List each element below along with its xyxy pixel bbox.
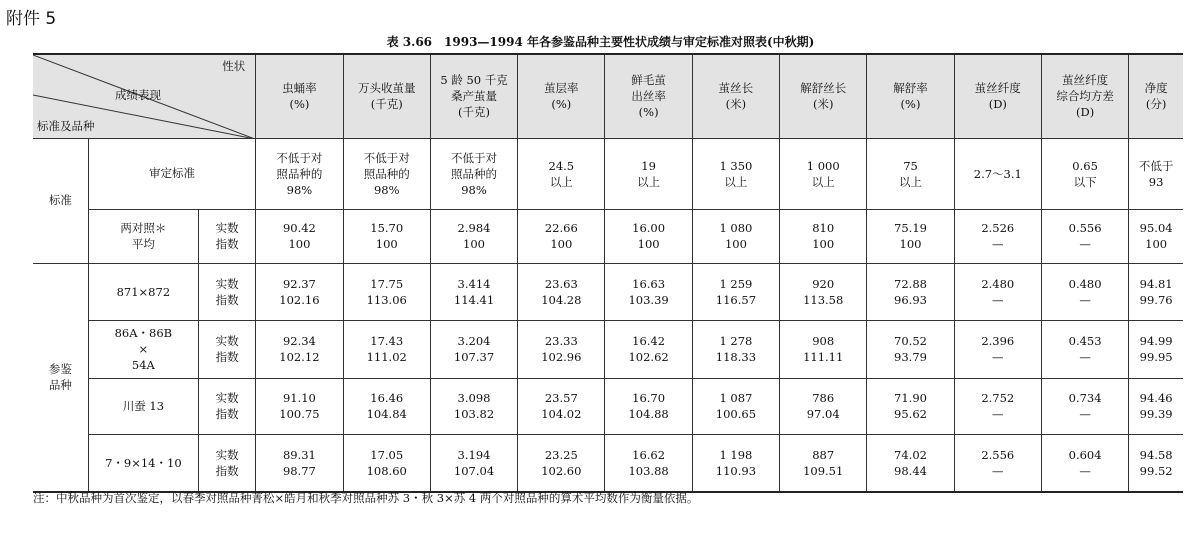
column-header-line: 出丝率 [631,89,666,104]
data-cell [430,434,517,492]
actual-value: 908 [812,334,835,348]
index-value: 100 [375,237,398,251]
column-header-line: (千克) [370,97,403,112]
actual-label: 实数 [215,221,239,235]
table-row [33,209,1183,263]
actual-value: 16.62 [632,447,666,462]
standard-line: 以上 [549,174,573,189]
index-value: 96.93 [894,292,927,307]
standard-line: 以上 [637,174,661,189]
data-cell [692,263,779,320]
footnote: 注：中秋品种为首次鉴定，以春季对照品种菁松×皓月和秋季对照品种苏 3・秋 3×苏 4 两个对照品种的算术平均数作为衡量依据。 [33,491,699,505]
index-value: 100 [899,237,922,251]
standard-line: 93 [1148,174,1164,189]
data-cell [605,434,692,492]
data-cell [430,263,517,320]
data-cell [1041,434,1128,492]
standard-cell [343,138,430,209]
index-value: 109.51 [803,463,844,478]
value-type-label [199,320,256,378]
column-header-line: (D) [988,97,1007,112]
data-cell [1129,263,1183,320]
actual-value: 786 [812,391,835,405]
value-type-label [199,434,256,492]
column-header [780,54,867,138]
table-row [33,434,1183,492]
standard-cell [1041,138,1128,209]
column-header-line: 净度 [1144,81,1168,96]
data-cell [256,434,343,492]
data-cell [605,263,692,320]
index-value: — [1079,463,1091,478]
actual-value: 89.31 [282,447,316,462]
index-value: 118.33 [715,350,757,364]
actual-value: 90.42 [282,221,316,235]
column-header-line: 茧丝长 [718,81,754,96]
index-value: 102.62 [628,350,669,364]
data-cell [954,263,1041,320]
standard-line: 以上 [724,174,748,189]
data-cell [867,434,954,492]
data-cell [518,263,605,320]
data-cell [954,378,1041,434]
standard-cell [692,138,779,209]
group-varieties [33,263,88,492]
actual-value: 1 278 [719,334,753,348]
index-value: 113.06 [366,292,407,307]
actual-value: 94.99 [1139,334,1173,348]
standard-line: 不低于对 [451,150,498,165]
actual-value: 70.52 [894,334,927,348]
column-header [1041,54,1128,138]
index-value: 108.60 [366,463,407,478]
index-value: 95.62 [894,407,927,421]
variety-name [88,378,198,434]
data-cell [780,320,867,378]
actual-value: 3.414 [457,276,491,291]
data-cell [780,263,867,320]
data-cell [605,209,692,263]
index-value: 116.57 [715,292,757,307]
index-value: 102.96 [541,350,582,364]
actual-label: 实数 [215,334,239,348]
corner-performance: 成绩表现 [115,88,161,102]
data-cell [256,378,343,434]
column-header-line: 茧层率 [544,81,579,96]
data-cell [343,263,430,320]
standard-cell [867,138,954,209]
data-cell [1129,320,1183,378]
data-cell [692,378,779,434]
variety-name [88,263,198,320]
column-header-line: (米) [725,97,747,112]
data-cell [343,434,430,492]
index-value: 100 [812,237,835,251]
data-cell [780,209,867,263]
standard-line: 2.7～3.1 [973,166,1022,181]
standard-line: 98% [461,182,487,197]
actual-value: 3.098 [457,391,491,405]
data-cell [1129,209,1183,263]
actual-value: 94.81 [1139,276,1173,291]
index-value: 100 [637,237,660,251]
data-cell [780,378,867,434]
actual-value: 92.34 [282,334,316,348]
standard-line: 不低于对 [363,150,410,165]
standard-row [33,138,1183,209]
standard-line: 1 000 [806,158,840,173]
actual-value: 2.556 [981,447,1015,462]
data-cell [692,320,779,378]
variety-name-line: 7・9×14・10 [105,455,182,470]
index-value: 99.52 [1139,463,1173,478]
corner-header [33,54,256,138]
data-cell [1041,263,1128,320]
column-header-line: (%) [289,97,310,112]
index-value: 100 [463,237,485,251]
data-cell [692,209,779,263]
data-cell [1129,378,1183,434]
standard-line: 75 [903,158,918,173]
standard-line: 以上 [899,174,922,189]
index-value: 103.82 [453,407,495,421]
column-header-line: 综合均方差 [1056,89,1114,104]
index-value: 111.02 [366,350,407,364]
column-header-line: (米) [812,97,834,112]
actual-value: 92.37 [282,276,316,291]
data-cell [867,378,954,434]
actual-value: 810 [812,221,835,235]
data-cell [605,378,692,434]
data-cell [343,320,430,378]
index-value: 102.16 [279,292,320,307]
actual-value: 23.33 [544,334,578,348]
data-cell [954,209,1041,263]
index-label: 指数 [215,463,239,478]
column-header [605,54,692,138]
corner-standard-variety: 标准及品种 [37,119,95,133]
actual-value: 920 [812,276,835,291]
actual-value: 0.604 [1068,447,1102,462]
index-value: 100.75 [279,407,320,421]
column-header-line: 解舒率 [893,81,928,96]
standard-cell [256,138,343,209]
index-value: 114.41 [453,292,495,307]
actual-value: 1 087 [719,391,753,405]
index-value: — [1079,350,1091,364]
variety-name-line: × [138,342,149,356]
column-header [1129,54,1183,138]
index-value: — [992,407,1004,421]
column-header [692,54,779,138]
index-value: 113.58 [803,292,844,307]
column-header-line: (%) [551,97,572,112]
standard-line: 照品种的 [276,166,323,181]
index-value: 107.04 [453,463,495,478]
standard-label: 审定标准 [88,138,256,209]
table-row [33,320,1183,378]
data-cell [256,209,343,263]
actual-value: 0.453 [1068,334,1102,348]
index-value: — [992,463,1004,478]
column-header [518,54,605,138]
actual-value: 17.75 [370,276,404,291]
actual-value: 91.10 [282,391,316,405]
index-value: 98.44 [894,463,927,478]
index-value: 98.77 [282,463,316,478]
actual-value: 2.984 [457,221,491,235]
index-value: 110.93 [715,463,757,478]
index-value: — [1079,237,1091,251]
actual-value: 1 259 [719,276,753,291]
actual-label: 实数 [215,276,239,291]
actual-value: 23.25 [544,447,578,462]
column-header [343,54,430,138]
variety-name-line: 86A・86B [114,326,173,340]
index-value: — [1079,407,1091,421]
variety-name-line: 平均 [131,237,155,251]
data-cell [518,378,605,434]
index-value: 99.76 [1139,292,1173,307]
standard-line: 98% [373,182,400,197]
data-cell [954,320,1041,378]
actual-value: 16.70 [632,391,666,405]
corner-trait: 性状 [222,59,246,73]
actual-value: 72.88 [894,276,927,291]
index-value: — [992,292,1004,307]
index-value: — [1079,292,1091,307]
table-row [33,263,1183,320]
data-cell [256,263,343,320]
actual-value: 74.02 [894,447,927,462]
variety-name-line: 川蚕 13 [122,399,165,413]
data-cell [692,434,779,492]
actual-value: 71.90 [894,391,927,405]
actual-value: 75.19 [894,221,927,235]
column-header-line: 解舒丝长 [800,81,847,96]
variety-name-line: 两对照＊ [120,221,167,235]
index-value: 102.12 [279,350,320,364]
column-header-line: 茧丝纤度 [974,81,1021,96]
variety-name [88,320,198,378]
standard-cell [954,138,1041,209]
actual-value: 3.204 [457,334,491,348]
column-header-line: 虫蛹率 [282,81,317,96]
index-value: 97.04 [806,407,840,421]
actual-value: 17.43 [370,334,404,348]
data-cell [430,209,517,263]
actual-value: 23.57 [544,391,578,405]
standard-cell [780,138,867,209]
standard-line: 1 350 [719,158,753,173]
value-type-label [199,378,256,434]
actual-value: 0.480 [1068,276,1102,291]
column-header-line: (D) [1076,105,1095,120]
column-header-line: 桑产茧量 [451,89,498,104]
data-cell [518,434,605,492]
actual-value: 1 080 [719,221,753,235]
index-value: 104.28 [541,292,582,307]
index-value: 103.88 [628,463,669,478]
actual-value: 23.63 [544,276,578,291]
index-value: 100 [724,237,747,251]
value-type-label [199,209,256,263]
actual-value: 0.734 [1068,391,1102,405]
data-cell [430,320,517,378]
data-cell [780,434,867,492]
index-value: 100 [550,237,573,251]
standard-line: 不低于对 [276,150,323,165]
group-varieties-line: 参鉴 [48,362,72,377]
actual-value: 2.480 [981,276,1015,291]
column-header-line: (%) [638,105,659,120]
column-header-line: (分) [1145,97,1167,112]
data-cell [867,209,954,263]
data-cell [605,320,692,378]
data-cell [1041,209,1128,263]
actual-value: 0.556 [1068,221,1102,235]
actual-value: 95.04 [1139,221,1173,235]
standard-line: 98% [286,182,313,197]
data-cell [1129,434,1183,492]
index-value: 100.65 [715,407,757,421]
standard-line: 以下 [1073,174,1097,189]
column-header-line: 5 龄 50 千克 [440,73,508,88]
column-header [256,54,343,138]
column-header-line: 茧丝纤度 [1062,73,1109,88]
variety-name-line: 54A [131,358,155,372]
index-value: 100 [1145,237,1168,251]
column-header-line: (千克) [458,105,491,120]
data-cell [430,378,517,434]
data-cell [867,320,954,378]
actual-value: 3.194 [457,447,491,462]
data-cell [954,434,1041,492]
column-header-line: 鲜毛茧 [631,73,666,88]
standard-line: 24.5 [548,158,575,173]
actual-label: 实数 [215,391,239,405]
actual-value: 16.00 [632,221,666,235]
data-cell [518,320,605,378]
actual-value: 17.05 [370,447,404,462]
index-value: 100 [288,237,311,251]
standard-line: 照品种的 [451,166,498,181]
index-value: 99.95 [1139,350,1173,364]
index-label: 指数 [215,237,239,251]
index-value: 104.88 [628,407,669,421]
comparison-table [33,53,1183,493]
actual-value: 16.42 [632,334,666,348]
index-label: 指数 [215,292,239,307]
standard-line: 不低于 [1138,158,1174,173]
data-cell [343,378,430,434]
standard-cell [605,138,692,209]
actual-value: 15.70 [370,221,404,235]
index-value: 102.60 [541,463,582,478]
standard-line: 19 [641,158,656,173]
standard-cell [518,138,605,209]
table-title: 表 3.66 1993—1994 年各参鉴品种主要性状成绩与审定标准对照表(中秋期) [386,35,815,49]
standard-cell [430,138,517,209]
attachment-label: 附件 5 [6,9,57,29]
index-value: — [992,350,1004,364]
variety-name-line: 871×872 [116,284,171,299]
data-cell [518,209,605,263]
index-value: — [992,237,1004,251]
column-header [867,54,954,138]
data-cell [1041,320,1128,378]
index-value: 111.11 [803,350,844,364]
actual-value: 22.66 [544,221,578,235]
index-value: 107.37 [453,350,495,364]
group-varieties-line: 品种 [48,378,72,393]
actual-value: 16.46 [370,391,404,405]
actual-value: 887 [812,447,835,462]
index-value: 93.79 [894,350,927,364]
index-value: 104.84 [366,407,407,421]
standard-line: 照品种的 [363,166,410,181]
standard-cell [1129,138,1183,209]
actual-value: 94.46 [1139,391,1173,405]
column-header [954,54,1041,138]
column-header-line: (%) [900,97,921,112]
actual-value: 1 198 [719,447,753,462]
variety-name [88,434,198,492]
actual-value: 2.526 [981,221,1015,235]
index-value: 99.39 [1139,407,1173,421]
actual-value: 94.58 [1139,447,1173,462]
index-value: 104.02 [541,407,582,421]
standard-line: 0.65 [1072,158,1098,173]
index-label: 指数 [215,407,239,421]
index-label: 指数 [215,350,239,364]
data-cell [1041,378,1128,434]
column-header [430,54,517,138]
variety-name [88,209,198,263]
actual-value: 2.396 [981,334,1015,348]
actual-value: 16.63 [632,276,666,291]
header-row [33,54,1183,138]
table-row [33,378,1183,434]
value-type-label [199,263,256,320]
actual-value: 2.752 [981,391,1015,405]
data-cell [867,263,954,320]
group-standard: 标准 [33,138,88,263]
actual-label: 实数 [215,447,239,462]
column-header-line: 万头收茧量 [357,81,416,96]
data-cell [256,320,343,378]
data-cell [343,209,430,263]
index-value: 103.39 [628,292,669,307]
standard-line: 以上 [811,174,835,189]
